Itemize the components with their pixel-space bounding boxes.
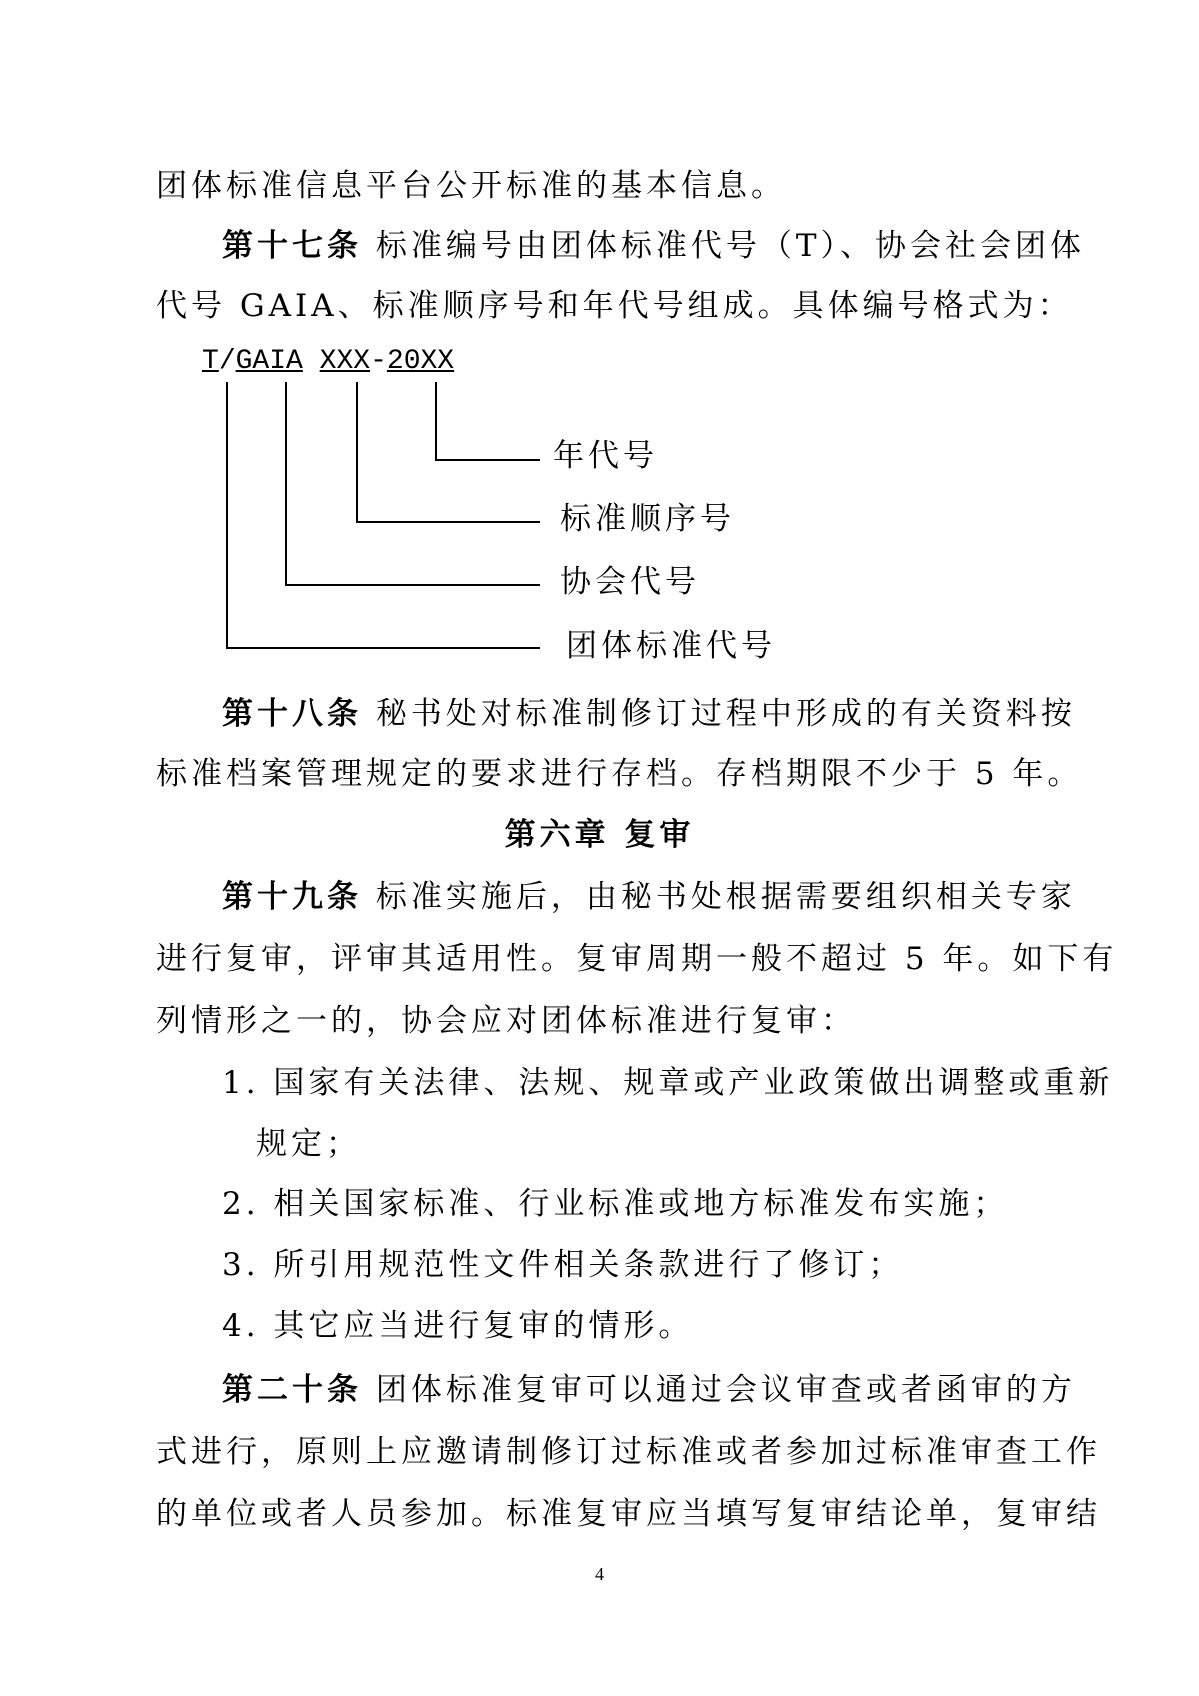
list-item-1-line-2: 规定； <box>256 1126 361 1162</box>
article-19-title: 第十九条 <box>222 879 362 915</box>
list-item-2: 2. 相关国家标准、行业标准或地方标准发布实施； <box>222 1186 1009 1222</box>
article-17-line-2: 代号 GAIA、标准顺序号和年代号组成。具体编号格式为： <box>156 288 1073 324</box>
list-item-1-line-1: 1. 国家有关法律、法规、规章或产业政策做出调整或重新 <box>222 1065 1114 1101</box>
article-17-line-1 <box>222 226 1086 266</box>
article-19-text-1: 标准实施后，由秘书处根据需要组织相关专家 <box>362 879 1076 915</box>
label-year-code: 年代号 <box>553 438 658 474</box>
code-part-t: T <box>202 346 219 377</box>
code-format-string: T/GAIA XXX-20XX <box>202 346 455 377</box>
article-19-line-3: 列情形之一的，协会应对团体标准进行复审： <box>156 1003 856 1039</box>
article-19-line-2: 进行复审，评审其适用性。复审周期一般不超过 5 年。如下有 <box>156 941 1118 977</box>
label-sequence-number: 标准顺序号 <box>560 501 735 537</box>
article-18-line-1 <box>222 694 1076 734</box>
code-part-year: 20XX <box>386 346 455 377</box>
list-item-4: 4. 其它应当进行复审的情形。 <box>222 1308 694 1344</box>
article-20-line-2: 式进行，原则上应邀请制修订过标准或者参加过标准审查工作 <box>156 1434 1101 1470</box>
article-17-text-1: 标准编号由团体标准代号（T）、协会社会团体 <box>362 228 1086 264</box>
article-18-text-1: 秘书处对标准制修订过程中形成的有关资料按 <box>362 696 1076 732</box>
label-group-standard-code: 团体标准代号 <box>566 628 776 664</box>
article-17-title: 第十七条 <box>222 228 362 264</box>
article-20-title: 第二十条 <box>222 1372 362 1408</box>
article-20-line-3: 的单位或者人员参加。标准复审应当填写复审结论单，复审结 <box>156 1496 1101 1532</box>
code-part-seq: XXX <box>319 346 371 377</box>
article-18-line-2: 标准档案管理规定的要求进行存档。存档期限不少于 5 年。 <box>156 756 1083 792</box>
list-item-3: 3. 所引用规范性文件相关条款进行了修订； <box>222 1247 904 1283</box>
article-20-line-1 <box>222 1370 1076 1410</box>
article-18-title: 第十八条 <box>222 696 362 732</box>
article-20-text-1: 团体标准复审可以通过会议审查或者函审的方 <box>362 1372 1076 1408</box>
code-part-gaia: GAIA <box>235 346 303 377</box>
article-19-line-1 <box>222 877 1076 917</box>
label-association-code: 协会代号 <box>560 564 700 600</box>
page-number: 4 <box>595 1564 604 1584</box>
chapter-6-heading: 第六章 复审 <box>504 817 695 853</box>
paragraph-continuation: 团体标准信息平台公开标准的基本信息。 <box>156 168 786 204</box>
